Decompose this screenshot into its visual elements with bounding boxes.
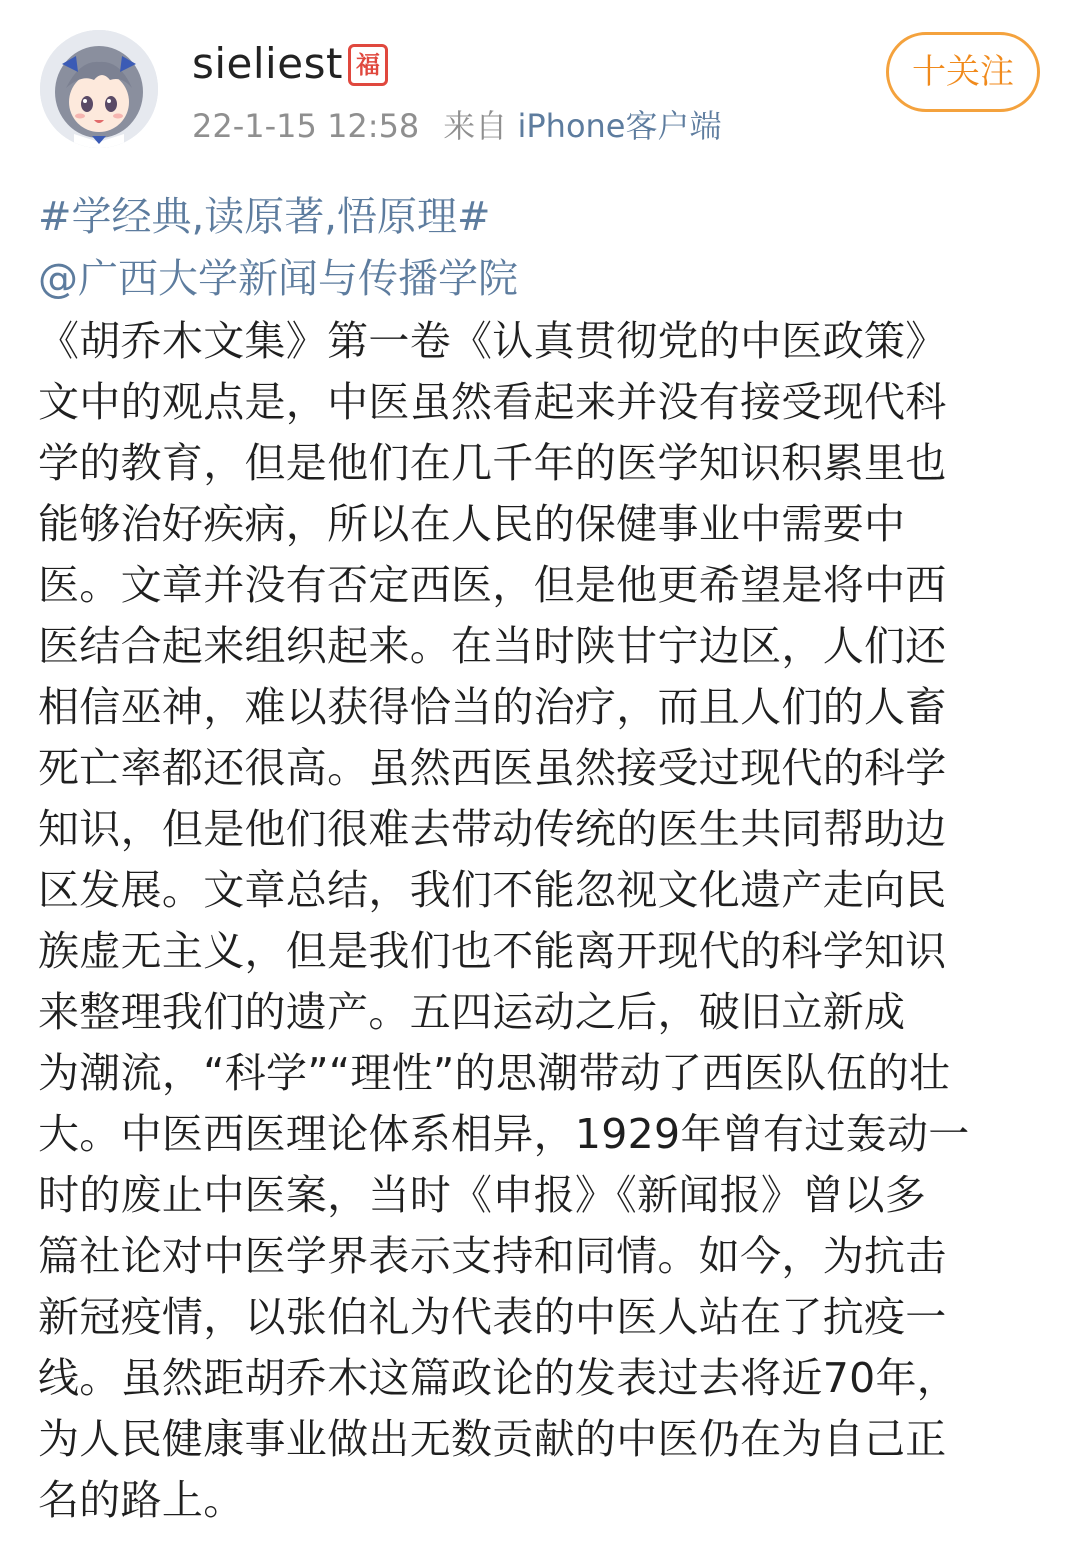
follow-button[interactable]: 十关注 [886, 32, 1040, 112]
post-text-line: 区发展。文章总结，我们不能忽视文化遗产走向民 [38, 866, 947, 914]
anime-avatar-icon [40, 30, 158, 148]
topic-hashtag-link[interactable]: #学经典,读原著,悟原理# [38, 194, 491, 240]
post-text-line: 死亡率都还很高。虽然西医虽然接受过现代的科学 [38, 744, 947, 792]
post-text-line: 为潮流，“科学”“理性”的思潮带动了西医队伍的壮 [38, 1049, 951, 1097]
post-text-line: 文中的观点是，中医虽然看起来并没有接受现代科 [38, 378, 947, 426]
post-text-line: 大。中医西医理论体系相异，1929年曾有过轰动一 [38, 1110, 970, 1158]
post-meta [192, 104, 722, 148]
post-text-line: 《胡乔木文集》第一卷《认真贯彻党的中医政策》 [38, 317, 947, 365]
post-text-line: 族虚无主义，但是我们也不能离开现代的科学知识 [38, 927, 947, 975]
post-text-line: 时的废止中医案，当时《申报》《新闻报》曾以多 [38, 1171, 927, 1219]
post-text-line: 相信巫神，难以获得恰当的治疗，而且人们的人畜 [38, 683, 947, 731]
post-text-line: 学的教育，但是他们在几千年的医学知识积累里也 [38, 439, 947, 487]
post-text-line: 知识，但是他们很难去带动传统的医生共同帮助边 [38, 805, 947, 853]
post-text-line: 为人民健康事业做出无数贡献的中医仍在为自己正 [38, 1415, 947, 1463]
post-text-line: 医结合起来组织起来。在当时陕甘宁边区，人们还 [38, 622, 947, 670]
post-text-line: 新冠疫情，以张伯礼为代表的中医人站在了抗疫一 [38, 1293, 947, 1341]
mention-link[interactable]: @广西大学新闻与传播学院 [38, 256, 518, 302]
client-source[interactable]: iPhone客户端 [517, 107, 722, 145]
post-text-line: 篇社论对中医学界表示支持和同情。如今，为抗击 [38, 1232, 947, 1280]
post-text-line: 线。虽然距胡乔木这篇政论的发表过去将近70年， [38, 1354, 959, 1402]
from-label: 来自 [443, 107, 508, 145]
post-text-line: 来整理我们的遗产。五四运动之后，破旧立新成 [38, 988, 906, 1036]
avatar[interactable] [40, 30, 158, 148]
post-text-line: 名的路上。 [38, 1476, 245, 1524]
username[interactable]: sieliest [192, 39, 343, 88]
post-text-line: 能够治好疾病，所以在人民的保健事业中需要中 [38, 500, 906, 548]
timestamp: 22-1-15 12:58 [192, 107, 420, 145]
fu-badge-icon: 福 [348, 44, 388, 86]
post-text-line: 医。文章并没有否定西医，但是他更希望是将中西 [38, 561, 947, 609]
